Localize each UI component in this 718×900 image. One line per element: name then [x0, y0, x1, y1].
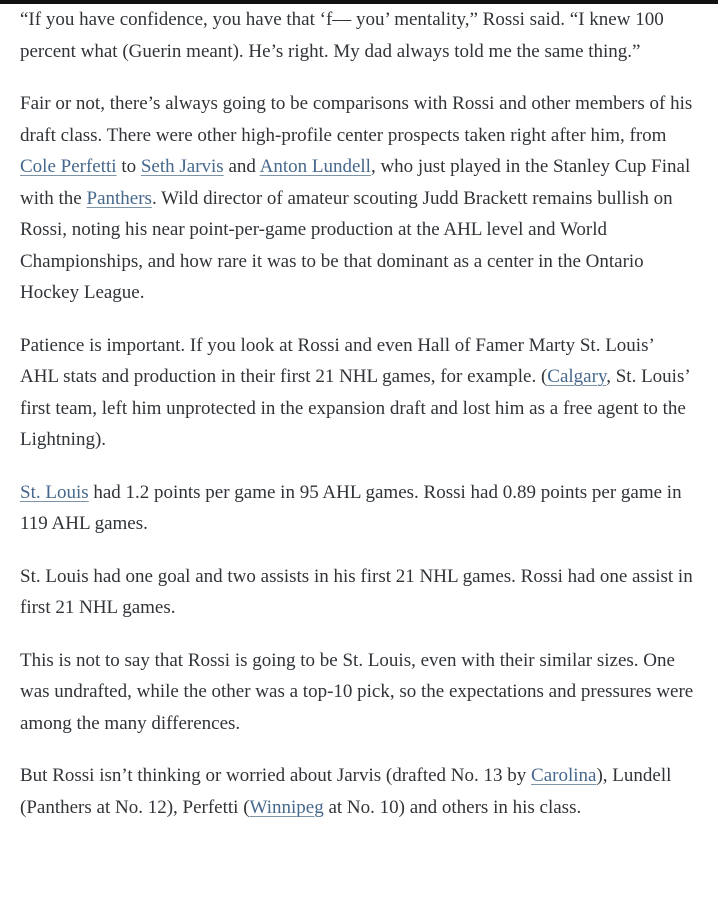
- winnipeg-link[interactable]: Winnipeg: [249, 796, 324, 818]
- article-body: [0, 4, 718, 823]
- anton-lundell-link[interactable]: Anton Lundell: [259, 156, 371, 177]
- article-paragraph: Patience is important. If you look at Rossi and even Hall of Famer Marty St. Louis’ AHL stats and production in their first 21 NHL games, for example. (Calgary, St. Louis’ first team, left him unprotected in the expansion draft and lost him as a free agent to the Lightning).: [20, 334, 690, 450]
- article-paragraph: This is not to say that Rossi is going to be St. Louis, even with their similar sizes. One was undrafted, while the other was a top-10 pick, so the expectations and pressures were among the many differences.: [20, 649, 694, 734]
- article-paragraph: “If you have confidence, you have that ‘f— you’ mentality,” Rossi said. “I knew 100 percent what (Guerin meant). He’s right. My dad always told me the same thing.”: [20, 9, 664, 62]
- carolina-link[interactable]: Carolina: [531, 765, 597, 786]
- calgary-link[interactable]: Calgary: [547, 366, 607, 387]
- article-paragraph: St. Louis had one goal and two assists in his first 21 NHL games. Rossi had one assist in first 21 NHL games.: [20, 565, 693, 618]
- seth-jarvis-link[interactable]: Seth Jarvis: [140, 156, 224, 177]
- article-paragraph: But Rossi isn’t thinking or worried about Jarvis (drafted No. 13 by Carolina), Lundell (Panthers at No. 12), Perfetti (Winnipeg at No. 10) and others in his class.: [20, 765, 672, 818]
- cole-perfetti-link[interactable]: Cole Perfetti: [20, 156, 117, 177]
- st-louis-link[interactable]: St. Louis: [20, 481, 89, 503]
- article-paragraph: Fair or not, there’s always going to be comparisons with Rossi and other members of his draft class. There were other high-profile center prospects taken right after him, from Cole Perfetti to Seth Jarvis and Anton Lundell, who just played in the Stanley Cup Final with the Panthers. Wild director of amateur scouting Judd Brackett remains bullish on Rossi, noting his near point-per-game production at the AHL level and World Championships, and how rare it was to be that dominant as a center in the Ontario Hockey League.: [20, 93, 693, 303]
- article-paragraph: St. Louis had 1.2 points per game in 95 AHL games. Rossi had 0.89 points per game in 119 AHL games.: [20, 481, 682, 534]
- panthers-link[interactable]: Panthers: [86, 187, 152, 209]
